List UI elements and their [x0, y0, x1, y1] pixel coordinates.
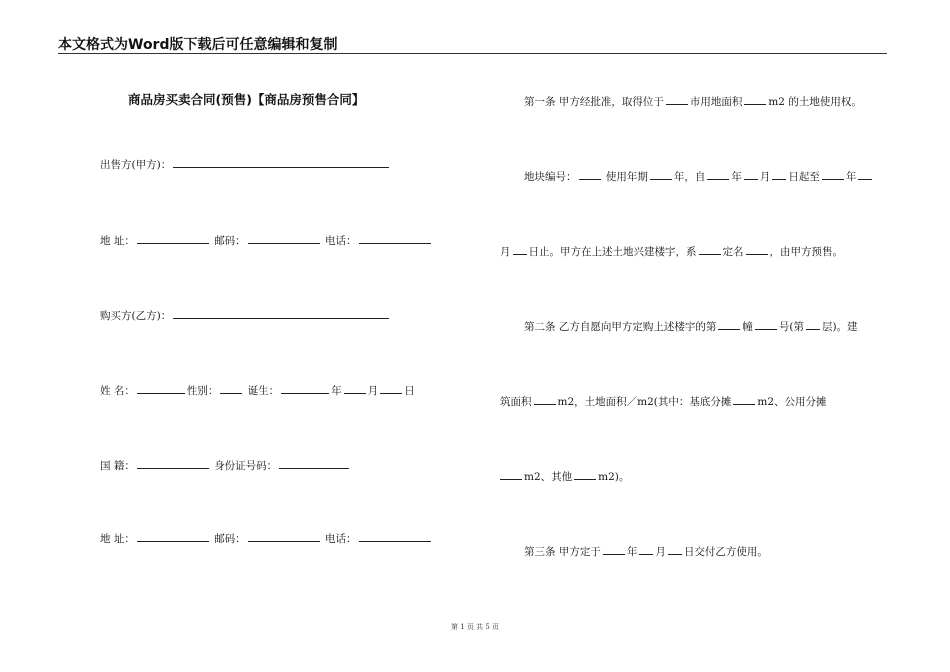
nationality-blank	[137, 457, 209, 469]
address-label: 地 址：	[100, 235, 135, 247]
gender-blank	[220, 382, 242, 394]
lot-text-c: 年，自	[673, 171, 706, 183]
birth-label: 诞生：	[247, 385, 280, 397]
other-text-a: m2、其他	[524, 471, 573, 483]
cont-day-blank	[513, 243, 527, 255]
lot-term-blank	[650, 168, 672, 180]
birth-day-blank	[380, 382, 402, 394]
id-label: 身份证号码：	[214, 460, 278, 472]
lot-start-month-blank	[744, 168, 758, 180]
seller-blank	[173, 156, 389, 168]
article3-text-d: 日交付乙方使用。	[683, 546, 768, 558]
page-number: 第 1 页 共 5 页	[450, 623, 500, 631]
other-blank	[574, 468, 596, 480]
article1-text-a: 第一条 甲方经批准，取得位于	[524, 96, 664, 108]
article1-text-b: 市用地面积	[689, 96, 743, 108]
cont-text-b: 日止。甲方在上述土地兴建楼宇，系	[528, 246, 697, 258]
area-building-blank	[534, 393, 556, 405]
article3-text-c: 月	[655, 546, 666, 558]
seller-label: 出售方(甲方)：	[100, 159, 172, 171]
lot-continuation-line	[500, 243, 843, 259]
lot-text-b: 使用年期	[605, 171, 648, 183]
other-area-line	[498, 468, 629, 484]
article2-text-a: 第二条 乙方自愿向甲方定购上述楼宇的第	[524, 321, 717, 333]
buyer-name-line	[100, 382, 415, 398]
address2-blank	[137, 530, 209, 542]
cont-name-blank	[746, 243, 768, 255]
phone-blank	[359, 232, 431, 244]
address2-label: 地 址：	[100, 533, 135, 545]
lot-text-e: 月	[759, 171, 771, 183]
article1-city-blank	[666, 93, 688, 105]
lot-end-month-blank	[858, 168, 872, 180]
buyer-line	[100, 307, 391, 323]
lot-end-year-blank	[822, 168, 844, 180]
lot-start-year-blank	[707, 168, 729, 180]
lot-text-d: 年	[731, 171, 742, 183]
article1-text-c: m2 的土地使用权。	[768, 96, 862, 108]
id-blank	[279, 457, 349, 469]
document-header: 本文格式为Word版下载后可任意编辑和复制	[58, 37, 338, 53]
birth-year-blank	[281, 382, 329, 394]
phone-label: 电话：	[325, 235, 357, 247]
lot-text-g: 年	[845, 171, 857, 183]
phone2-blank	[359, 530, 431, 542]
address-blank	[137, 232, 209, 244]
lot-text-f: 日起至	[788, 171, 820, 183]
cont-building-blank	[699, 243, 721, 255]
other-text-b: m2)。	[598, 471, 630, 483]
name-blank	[137, 382, 185, 394]
area-text-a: 筑面积	[500, 396, 532, 408]
article3-text-a: 第三条 甲方定于	[524, 546, 601, 558]
article2-building-blank	[718, 318, 740, 330]
header-divider	[58, 53, 887, 54]
phone2-label: 电话：	[325, 533, 357, 545]
buyer-address-line	[100, 530, 433, 546]
article3-text-b: 年	[626, 546, 638, 558]
article2-text-d: 层)。建	[821, 321, 858, 333]
name-label: 姓 名：	[100, 385, 135, 397]
area-line	[500, 393, 827, 409]
lot-text-a: 地块编号：	[524, 171, 577, 183]
buyer-blank	[173, 307, 389, 319]
area-text-c: m2、公用分摊	[757, 396, 827, 408]
article2-text-c: 号(第	[778, 321, 804, 333]
area-text-b: m2，土地面积／m2(其中：基底分摊	[557, 396, 732, 408]
lot-line	[524, 168, 874, 184]
cont-text-d: ，由甲方预售。	[769, 246, 843, 258]
seller-line	[100, 156, 391, 172]
nationality-label: 国 籍：	[100, 460, 135, 472]
cont-text-a: 月	[500, 246, 511, 258]
article2-unit-blank	[755, 318, 777, 330]
article3-year-blank	[603, 543, 625, 555]
area-base-blank	[733, 393, 755, 405]
lot-number-blank	[579, 168, 601, 180]
buyer-label: 购买方(乙方)：	[100, 310, 172, 322]
day-text: 日	[404, 385, 415, 397]
gender-label: 性别：	[186, 385, 219, 397]
article3-day-blank	[668, 543, 682, 555]
article1-line	[524, 93, 862, 109]
article3-month-blank	[639, 543, 653, 555]
postcode-blank	[248, 232, 320, 244]
cont-text-c: 定名	[722, 246, 744, 258]
article1-area-blank	[744, 93, 766, 105]
article3-line	[524, 543, 768, 559]
postcode2-label: 邮码：	[214, 533, 246, 545]
month-text: 月	[367, 385, 379, 397]
year-text: 年	[331, 385, 342, 397]
document-title: 商品房买卖合同(预售)【商品房预售合同】	[128, 92, 365, 107]
seller-address-line	[100, 232, 433, 248]
article2-line	[524, 318, 858, 334]
article2-floor-blank	[806, 318, 820, 330]
birth-month-blank	[344, 382, 366, 394]
postcode-label: 邮码：	[214, 235, 246, 247]
article2-text-b: 幢	[742, 321, 753, 333]
nationality-line	[100, 457, 351, 473]
lot-start-day-blank	[772, 168, 786, 180]
other-public-blank	[500, 468, 522, 480]
postcode2-blank	[248, 530, 320, 542]
